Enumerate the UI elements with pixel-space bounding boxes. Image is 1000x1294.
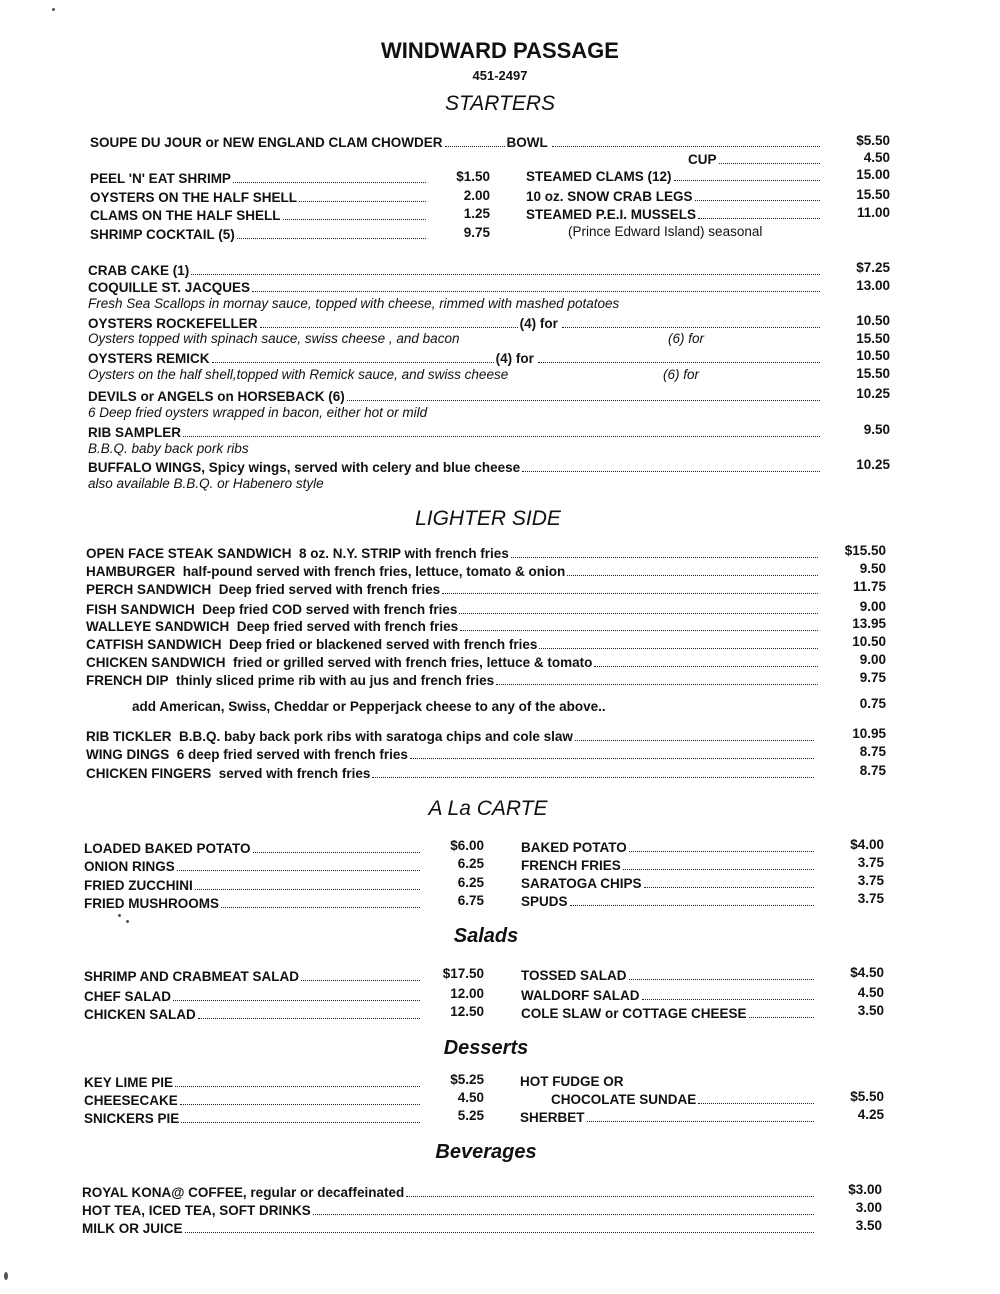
leader-dots bbox=[442, 593, 818, 594]
leader-dots bbox=[212, 362, 494, 363]
menu-item bbox=[521, 966, 816, 984]
item-name: COLE SLAW or COTTAGE CHEESE bbox=[521, 1006, 747, 1021]
menu-item bbox=[86, 600, 820, 618]
leader-dots bbox=[198, 1018, 420, 1019]
item-name: WING DINGS bbox=[86, 747, 170, 762]
leader-dots bbox=[221, 907, 420, 908]
item-price: 10.25 bbox=[856, 457, 890, 472]
leader-dots bbox=[185, 1232, 814, 1233]
menu-item bbox=[88, 278, 822, 296]
item-name: RIB TICKLER bbox=[86, 729, 172, 744]
item-name: SHRIMP AND CRABMEAT SALAD bbox=[84, 969, 299, 984]
item-price: 2.00 bbox=[463, 188, 490, 203]
leader-dots bbox=[594, 666, 818, 667]
item-description: 8 oz. N.Y. STRIP with french fries bbox=[299, 546, 509, 561]
menu-item bbox=[90, 206, 428, 224]
item-price: $17.50 bbox=[442, 966, 484, 981]
menu-item bbox=[84, 967, 422, 985]
item-price: 10.50 bbox=[856, 348, 890, 363]
leader-dots bbox=[629, 851, 814, 852]
item-name: OPEN FACE STEAK SANDWICH bbox=[86, 546, 292, 561]
leader-dots bbox=[252, 291, 820, 292]
item-name: OYSTERS REMICK bbox=[88, 351, 210, 366]
item-name: HOT TEA, ICED TEA, SOFT DRINKS bbox=[82, 1203, 311, 1218]
scan-speck bbox=[118, 914, 121, 917]
item-price: 15.50 bbox=[856, 366, 890, 381]
item-name: STEAMED CLAMS (12) bbox=[526, 169, 672, 184]
item-name: CHOCOLATE SUNDAE bbox=[551, 1092, 697, 1107]
menu-item bbox=[86, 617, 820, 635]
item-name: WALLEYE SANDWICH bbox=[86, 619, 230, 634]
item-name: SNICKERS PIE bbox=[84, 1111, 180, 1126]
menu-item bbox=[86, 544, 820, 562]
section-title-salads: Salads bbox=[453, 925, 519, 947]
item-price: 11.75 bbox=[852, 579, 886, 594]
item-description: 6 deep fried served with french fries bbox=[176, 747, 408, 762]
menu-item bbox=[86, 764, 816, 782]
menu-item bbox=[84, 839, 422, 857]
addon-text: add American, Swiss, Cheddar or Pepperjack cheese to any of the above.. bbox=[132, 699, 606, 714]
item-price: 8.75 bbox=[859, 744, 886, 759]
item-name: COQUILLE ST. JACQUES bbox=[88, 280, 251, 295]
leader-dots bbox=[180, 1104, 420, 1105]
menu-item bbox=[88, 349, 822, 367]
menu-item bbox=[88, 261, 822, 279]
item-name: CHICKEN SANDWICH bbox=[86, 655, 226, 670]
item-name: STEAMED P.E.I. MUSSELS bbox=[526, 207, 697, 222]
menu-item bbox=[86, 727, 816, 745]
menu-item bbox=[526, 167, 822, 185]
item-name: SHERBET bbox=[520, 1110, 585, 1125]
bowl-label: BOWL bbox=[506, 135, 548, 150]
item-price: 15.00 bbox=[856, 167, 890, 182]
item-name: FRENCH DIP bbox=[86, 673, 169, 688]
menu-item bbox=[84, 894, 422, 912]
leader-dots bbox=[183, 436, 820, 437]
item-price: 9.75 bbox=[463, 225, 490, 240]
item-name: RIB SAMPLER bbox=[88, 425, 182, 440]
item-name: DEVILS or ANGELS on HORSEBACK (6) bbox=[88, 389, 345, 404]
section-title-beverages: Beverages bbox=[435, 1141, 537, 1163]
menu-item bbox=[526, 205, 822, 223]
item-name: CATFISH SANDWICH bbox=[86, 637, 222, 652]
leader-dots bbox=[299, 201, 426, 202]
menu-item bbox=[84, 876, 422, 894]
leader-dots bbox=[538, 362, 820, 363]
item-name: FRENCH FRIES bbox=[521, 858, 621, 873]
menu-item bbox=[88, 423, 822, 441]
restaurant-name: WINDWARD PASSAGE bbox=[381, 38, 619, 63]
leader-dots bbox=[410, 758, 814, 759]
item-name: MILK OR JUICE bbox=[82, 1221, 183, 1236]
item-price: $1.50 bbox=[456, 169, 490, 184]
menu-item bbox=[84, 987, 422, 1005]
menu-item bbox=[84, 1109, 422, 1127]
menu-item bbox=[82, 1219, 816, 1237]
leader-dots bbox=[719, 163, 820, 164]
menu-item bbox=[521, 838, 816, 856]
item-price: 4.50 bbox=[863, 150, 890, 165]
menu-item bbox=[521, 892, 816, 910]
scan-speck bbox=[52, 8, 55, 11]
item-price: 13.95 bbox=[852, 616, 886, 631]
item-price: 13.00 bbox=[856, 278, 890, 293]
leader-dots bbox=[445, 146, 505, 147]
item-description: Deep fried served with french fries bbox=[218, 582, 441, 597]
menu-item bbox=[90, 188, 428, 206]
item-quantity: (4) for bbox=[519, 316, 558, 331]
menu-item bbox=[86, 635, 820, 653]
menu-item-soup bbox=[90, 133, 822, 151]
menu-item bbox=[82, 1201, 816, 1219]
section-title-a-la-carte: A La CARTE bbox=[428, 797, 548, 820]
item-price: 4.25 bbox=[857, 1107, 884, 1122]
leader-dots bbox=[552, 146, 820, 147]
item-price: 9.75 bbox=[859, 670, 886, 685]
item-price: 9.50 bbox=[859, 561, 886, 576]
leader-dots bbox=[698, 1103, 814, 1104]
item-price: 15.50 bbox=[856, 331, 890, 346]
menu-item bbox=[86, 745, 816, 763]
item-quantity: (6) for bbox=[668, 331, 705, 346]
item-name: SOUPE DU JOUR or NEW ENGLAND CLAM CHOWDER bbox=[90, 135, 443, 150]
leader-dots bbox=[372, 777, 814, 778]
menu-item bbox=[86, 580, 820, 598]
item-name: BAKED POTATO bbox=[521, 840, 627, 855]
leader-dots bbox=[570, 905, 814, 906]
item-name: PEEL 'N' EAT SHRIMP bbox=[90, 171, 231, 186]
leader-dots bbox=[191, 274, 820, 275]
item-name: FISH SANDWICH bbox=[86, 602, 195, 617]
item-description: Deep fried COD served with french fries bbox=[202, 602, 458, 617]
item-price: 15.50 bbox=[856, 187, 890, 202]
leader-dots bbox=[301, 980, 420, 981]
item-note: (Prince Edward Island) seasonal bbox=[568, 224, 763, 239]
menu-item bbox=[86, 562, 820, 580]
leader-dots bbox=[177, 870, 420, 871]
item-price: 9.50 bbox=[863, 422, 890, 437]
item-price: 10.50 bbox=[852, 634, 886, 649]
menu-item bbox=[86, 653, 820, 671]
item-price: 6.25 bbox=[457, 875, 484, 890]
menu-item bbox=[90, 169, 428, 187]
item-name: CHICKEN SALAD bbox=[84, 1007, 196, 1022]
item-name: HAMBURGER bbox=[86, 564, 176, 579]
item-note: B.B.Q. baby back pork ribs bbox=[88, 441, 249, 456]
leader-dots bbox=[233, 182, 426, 183]
item-price: $5.50 bbox=[856, 133, 890, 148]
item-price: 6.75 bbox=[457, 893, 484, 908]
leader-dots bbox=[575, 740, 814, 741]
leader-dots bbox=[567, 575, 818, 576]
item-note: Fresh Sea Scallops in mornay sauce, topped with cheese, rimmed with mashed potatoes bbox=[88, 296, 620, 311]
leader-dots bbox=[539, 648, 818, 649]
menu-item bbox=[520, 1108, 816, 1126]
leader-dots bbox=[459, 613, 818, 614]
leader-dots bbox=[195, 889, 420, 890]
item-price: $4.50 bbox=[850, 965, 884, 980]
menu-item bbox=[84, 1005, 422, 1023]
leader-dots bbox=[496, 684, 818, 685]
leader-dots bbox=[406, 1196, 814, 1197]
item-price: 4.50 bbox=[457, 1090, 484, 1105]
item-description: Deep fried served with french fries bbox=[236, 619, 459, 634]
item-quantity: (6) for bbox=[663, 367, 700, 382]
item-name: OYSTERS ON THE HALF SHELL bbox=[90, 190, 298, 205]
menu-item bbox=[84, 1091, 422, 1109]
item-price: 3.00 bbox=[855, 1200, 882, 1215]
leader-dots bbox=[623, 869, 814, 870]
item-quantity: (4) for bbox=[495, 351, 534, 366]
item-price: 12.50 bbox=[450, 1004, 484, 1019]
leader-dots bbox=[347, 400, 820, 401]
cup-label: CUP bbox=[688, 152, 717, 167]
menu-item bbox=[82, 1183, 816, 1201]
leader-dots bbox=[674, 180, 820, 181]
menu-item bbox=[521, 986, 816, 1004]
leader-dots bbox=[283, 219, 427, 220]
item-description: served with french fries bbox=[218, 766, 371, 781]
leader-dots bbox=[644, 887, 814, 888]
item-price: 3.50 bbox=[857, 1003, 884, 1018]
item-note: also available B.B.Q. or Habenero style bbox=[88, 476, 324, 491]
item-price: $5.50 bbox=[850, 1089, 884, 1104]
item-price: 11.00 bbox=[856, 205, 890, 220]
item-name: SHRIMP COCKTAIL (5) bbox=[90, 227, 235, 242]
item-price: 9.00 bbox=[859, 652, 886, 667]
section-title-starters: STARTERS bbox=[444, 92, 556, 115]
menu-item-sundae bbox=[551, 1090, 816, 1108]
menu-item-sundae-line1 bbox=[520, 1072, 816, 1090]
item-price: 10.25 bbox=[856, 386, 890, 401]
item-price: 3.75 bbox=[857, 855, 884, 870]
menu-item bbox=[88, 387, 822, 405]
item-description: half-pound served with french fries, lettuce, tomato & onion bbox=[182, 564, 566, 579]
scan-speck bbox=[126, 920, 129, 923]
leader-dots bbox=[237, 238, 426, 239]
item-name: CHICKEN FINGERS bbox=[86, 766, 212, 781]
item-price: $5.25 bbox=[450, 1072, 484, 1087]
item-name: FRIED MUSHROOMS bbox=[84, 896, 219, 911]
item-description: thinly sliced prime rib with au jus and french fries bbox=[176, 673, 495, 688]
item-description: fried or grilled served with french fries, lettuce & tomato bbox=[233, 655, 593, 670]
item-name: SPUDS bbox=[521, 894, 568, 909]
item-name: KEY LIME PIE bbox=[84, 1075, 174, 1090]
item-name: ROYAL KONA@ COFFEE, regular or decaffeinated bbox=[82, 1185, 405, 1200]
leader-dots bbox=[698, 218, 820, 219]
item-name: BUFFALO WINGS, Spicy wings, served with celery and blue cheese bbox=[88, 460, 521, 475]
item-name: HOT FUDGE OR bbox=[520, 1074, 624, 1089]
leader-dots bbox=[460, 630, 818, 631]
item-price: 1.25 bbox=[463, 206, 490, 221]
scan-speck bbox=[4, 1272, 8, 1280]
item-price: 10.50 bbox=[856, 313, 890, 328]
item-price: 10.95 bbox=[852, 726, 886, 741]
item-description: Deep fried or blackened served with french fries bbox=[229, 637, 538, 652]
item-name: CHEF SALAD bbox=[84, 989, 171, 1004]
leader-dots bbox=[173, 1000, 420, 1001]
item-price: 3.75 bbox=[857, 873, 884, 888]
menu-item bbox=[86, 671, 820, 689]
menu-item bbox=[88, 458, 822, 476]
item-name: FRIED ZUCCHINI bbox=[84, 878, 193, 893]
item-price: $6.00 bbox=[450, 838, 484, 853]
item-price: 8.75 bbox=[859, 763, 886, 778]
item-name: PERCH SANDWICH bbox=[86, 582, 212, 597]
item-name: OYSTERS ROCKEFELLER bbox=[88, 316, 258, 331]
item-name: CLAMS ON THE HALF SHELL bbox=[90, 208, 281, 223]
item-name: LOADED BAKED POTATO bbox=[84, 841, 251, 856]
menu-item bbox=[84, 1073, 422, 1091]
menu-item bbox=[521, 1004, 816, 1022]
leader-dots bbox=[313, 1214, 814, 1215]
leader-dots bbox=[260, 327, 518, 328]
item-price: 3.75 bbox=[857, 891, 884, 906]
leader-dots bbox=[522, 471, 820, 472]
item-name: CRAB CAKE (1) bbox=[88, 263, 190, 278]
menu-item bbox=[84, 857, 422, 875]
menu-item bbox=[88, 314, 822, 332]
cheese-addon bbox=[132, 697, 732, 715]
section-title-desserts: Desserts bbox=[443, 1037, 529, 1059]
menu-item bbox=[90, 225, 428, 243]
menu-item bbox=[521, 856, 816, 874]
section-title-lighter-side: LIGHTER SIDE bbox=[415, 507, 561, 530]
item-name: 10 oz. SNOW CRAB LEGS bbox=[526, 189, 693, 204]
item-description: B.B.Q. baby back pork ribs with saratoga chips and cole slaw bbox=[179, 729, 573, 744]
menu-item-soup-cup bbox=[688, 150, 822, 168]
item-note: 6 Deep fried oysters wrapped in bacon, either hot or mild bbox=[88, 405, 428, 420]
item-price: $4.00 bbox=[850, 837, 884, 852]
item-name: ONION RINGS bbox=[84, 859, 175, 874]
item-price: 12.00 bbox=[450, 986, 484, 1001]
leader-dots bbox=[629, 979, 814, 980]
menu-item bbox=[526, 187, 822, 205]
item-note: Oysters on the half shell,topped with Remick sauce, and swiss cheese bbox=[88, 367, 509, 382]
leader-dots bbox=[695, 200, 820, 201]
item-name: SARATOGA CHIPS bbox=[521, 876, 642, 891]
leader-dots bbox=[587, 1121, 814, 1122]
item-name: TOSSED SALAD bbox=[521, 968, 627, 983]
item-name: WALDORF SALAD bbox=[521, 988, 640, 1003]
leader-dots bbox=[175, 1086, 420, 1087]
item-price: $3.00 bbox=[848, 1182, 882, 1197]
item-note: Oysters topped with spinach sauce, swiss cheese , and bacon bbox=[88, 331, 460, 346]
leader-dots bbox=[749, 1017, 814, 1018]
menu-item bbox=[521, 874, 816, 892]
phone-number: 451-2497 bbox=[472, 68, 528, 83]
item-price: 5.25 bbox=[457, 1108, 484, 1123]
item-price: 3.50 bbox=[855, 1218, 882, 1233]
item-price: 0.75 bbox=[859, 696, 886, 711]
leader-dots bbox=[562, 327, 820, 328]
leader-dots bbox=[253, 852, 420, 853]
leader-dots bbox=[642, 999, 815, 1000]
item-price: $15.50 bbox=[844, 543, 886, 558]
leader-dots bbox=[511, 557, 818, 558]
item-price: 4.50 bbox=[857, 985, 884, 1000]
item-price: 6.25 bbox=[457, 856, 484, 871]
leader-dots bbox=[181, 1122, 420, 1123]
item-name: CHEESECAKE bbox=[84, 1093, 178, 1108]
item-price: 9.00 bbox=[859, 599, 886, 614]
item-price: $7.25 bbox=[856, 260, 890, 275]
